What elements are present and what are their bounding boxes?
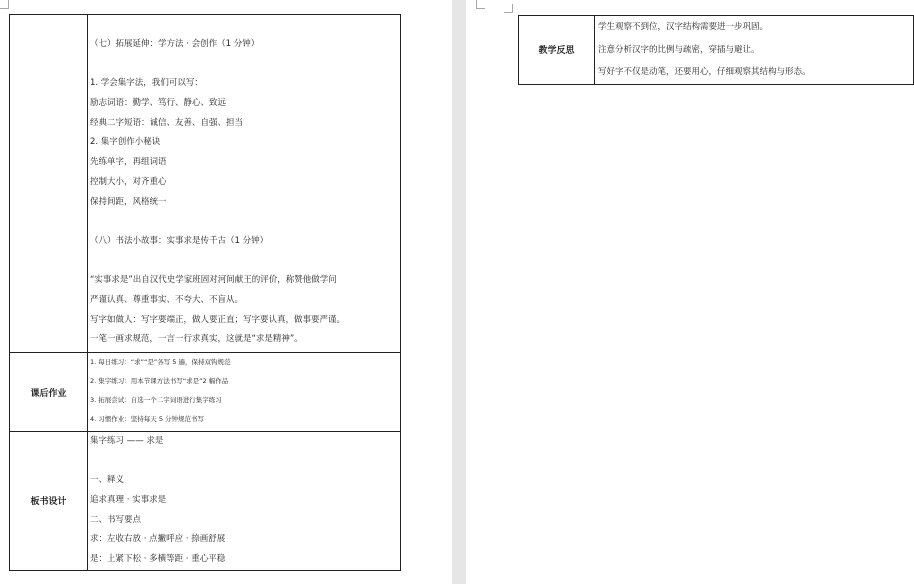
- board-line: [90, 452, 398, 472]
- reflection-line: 学生观察不到位，汉字结构需要进一步巩固。: [598, 22, 769, 32]
- lesson-plan-table: [9, 14, 401, 571]
- reflection-line: 写好字不仅是动笔，还要用心，仔细观察其结构与形态。: [598, 67, 811, 77]
- extension-content-cell: [88, 15, 401, 353]
- blank-label-cell: [10, 15, 88, 353]
- reflection-line: 注意分析汉字的比例与疏密，穿插与避让。: [598, 44, 760, 55]
- extension-line: 严谨认真、尊重事实、不夸大、不盲从。: [90, 294, 244, 305]
- crop-mark-top-right: [476, 0, 485, 9]
- extension-line: 保持间距，风格统一: [90, 196, 167, 207]
- page-gutter: [452, 0, 466, 584]
- crop-mark-top-left: [0, 0, 9, 9]
- board-design-label: 板书设计: [10, 432, 88, 571]
- board-line: 追求真理 · 实事求是: [90, 495, 167, 506]
- board-line: 是：上紧下松 · 多横等距 · 重心平稳: [90, 554, 226, 565]
- extension-line: [90, 252, 398, 272]
- homework-content-cell: [88, 353, 401, 432]
- board-line: 二、书写要点: [90, 514, 142, 525]
- extension-line: 写字如做人：写字要端正，做人要正直；写字要认真，做事要严谨。: [90, 314, 346, 325]
- extension-line: （七）拓展延伸：学方法 · 会创作（1 分钟）: [90, 39, 260, 49]
- extension-line: “实事求是”出自汉代史学家班固对河间献王的评价，称赞他做学问: [90, 275, 337, 286]
- reflection-label: 教学反思: [519, 16, 595, 85]
- extension-line: 先练单字，再组词语: [90, 157, 167, 168]
- board-line: 一、释义: [90, 475, 125, 486]
- board-design-content-cell: [88, 432, 401, 571]
- extension-line: 2. 集字创作小秘诀: [90, 137, 161, 148]
- table-row-reflection: [519, 16, 914, 85]
- table-row-extension: [10, 15, 401, 353]
- document-page-left: [0, 0, 452, 584]
- homework-label: 课后作业: [10, 353, 88, 432]
- extension-line: （八）书法小故事：实事求是传千古（1 分钟）: [90, 235, 269, 246]
- table-row-board-design: [10, 432, 401, 571]
- extension-line: 一笔一画求规范，一言一行求真实，这就是“求是精神”。: [90, 334, 303, 345]
- homework-item: 2. 集字练习：用本节课方法书写“求是”2 幅作品: [90, 377, 229, 385]
- crop-mark-inner: [504, 4, 513, 13]
- table-row-homework: [10, 353, 401, 432]
- homework-item: 3. 拓展尝试：自选一个二字词语进行集字练习: [90, 396, 222, 404]
- extension-line: [90, 55, 398, 75]
- document-page-right: [466, 0, 914, 584]
- extension-line: 励志词语：勤学、笃行、静心、致远: [90, 98, 227, 109]
- board-line: 求：左收右放 · 点撇呼应 · 捺画舒展: [90, 534, 226, 545]
- extension-line: 经典二字短语：诚信、友善、自强、担当: [90, 117, 244, 128]
- homework-item: 1. 每日练习：“求”“是”各写 5 遍，保持双钩规范: [90, 358, 231, 366]
- extension-line: 控制大小，对齐重心: [90, 176, 167, 187]
- homework-item: 4. 习惯作业：坚持每天 5 分钟规范书写: [90, 415, 205, 423]
- reflection-table: [518, 15, 914, 85]
- reflection-content-cell: [595, 16, 914, 85]
- extension-line: [90, 212, 398, 232]
- board-line: 集字练习 —— 求是: [90, 436, 164, 446]
- extension-line: 1. 学会集字法，我们可以写：: [90, 78, 203, 89]
